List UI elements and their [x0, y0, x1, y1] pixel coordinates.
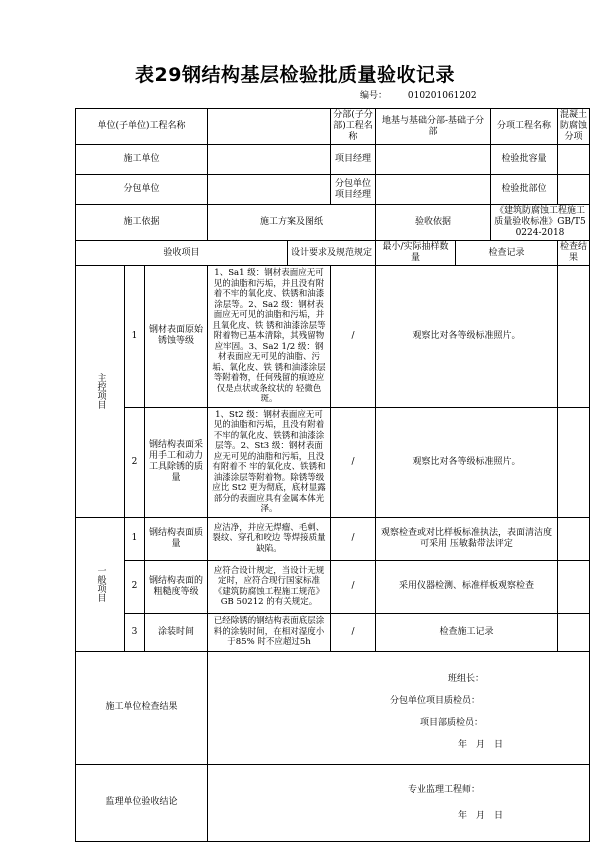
general-items-label: 一般项目	[95, 566, 106, 602]
inspector-label: 项目部质检员：	[420, 717, 484, 728]
general-item-result[interactable]	[558, 560, 590, 613]
main-item-sample: /	[331, 407, 376, 517]
general-item-design: 应符合设计规定，当设计无规定时，应符合现行国家标准《建筑防腐蚀工程施工规范》GB 50212 的有关规定。	[208, 560, 331, 613]
main-items-group-label	[76, 266, 125, 518]
general-item-record: 采用仪器检测、标准样板观察检查	[376, 560, 558, 613]
batch-location-label: 检验批部位	[491, 175, 558, 205]
general-items-group-label	[76, 517, 125, 651]
general-item-result[interactable]	[558, 517, 590, 560]
main-item-no: 1	[125, 266, 145, 408]
col-result: 检查结果	[558, 241, 590, 266]
inspection-table	[75, 108, 590, 842]
general-item-name: 钢结构表面质量	[145, 517, 208, 560]
col-record: 检查记录	[456, 241, 558, 266]
main-items-label: 主控项目	[95, 373, 106, 410]
sub-manager-label: 分包单位项目经理	[331, 175, 376, 205]
main-item-no: 2	[125, 407, 145, 517]
general-item-no: 1	[125, 517, 145, 560]
main-item-record: 观察比对各等级标准照片。	[376, 266, 558, 408]
general-item-record: 观察检查或对比样板标准执法，表面清洁度可采用 压敏黏带法评定	[376, 517, 558, 560]
batch-capacity-value[interactable]	[558, 145, 590, 175]
col-sample: 最小/实际抽样数量	[376, 241, 456, 266]
acceptance-basis-label: 验收依据	[376, 205, 491, 241]
main-item-design: 1、Sa1 级：钢材表面应无可见的油脂和污垢，并且没有附着不牢的氧化皮、铁锈和油漆涂层等。2、Sa2 级：钢材表面应无可见的油脂和污垢，并且氧化皮、铁 锈和油漆涂层等附着物已基本清除，其残留物应牢固。3、Sa2 1/2 级：钢材表面应无可见的油脂、污垢、氧化皮、铁 锈和油漆涂层等附着物，任何残留的痕迹应仅是点状或条纹状的 轻微色斑。	[208, 266, 331, 408]
unit-name-label: 单位(子单位)工程名称	[76, 109, 208, 145]
general-item-name: 涂装时间	[145, 613, 208, 651]
construction-unit-label: 施工单位	[76, 145, 208, 175]
sub-inspector-label: 分包单位项目质检员：	[390, 695, 481, 706]
division-label: 分部(子分部)工程名称	[331, 109, 376, 145]
division-value: 地基与基础分部-基础子分部	[376, 109, 491, 145]
main-item-name: 钢材表面原始锈蚀等级	[145, 266, 208, 408]
batch-capacity-label: 检验批容量	[491, 145, 558, 175]
acceptance-basis-value: 《建筑防腐蚀工程施工质量验收标准》GB/T50224-2018	[491, 205, 590, 241]
main-item-result[interactable]	[558, 266, 590, 408]
main-item-result[interactable]	[558, 407, 590, 517]
batch-location-value[interactable]	[558, 175, 590, 205]
subitem-value: 混凝土防腐蚀分项	[558, 109, 590, 145]
subitem-label: 分项工程名称	[491, 109, 558, 145]
main-item-sample: /	[331, 266, 376, 408]
main-item-record: 观察比对各等级标准照片。	[376, 407, 558, 517]
col-design: 设计要求及规范规定	[288, 241, 376, 266]
supervision-date: 年 月 日	[458, 810, 504, 821]
record-number-value: 010201061202	[407, 91, 477, 101]
team-leader-label: 班组长：	[448, 673, 485, 684]
general-item-sample: /	[331, 613, 376, 651]
construction-check-area[interactable]	[208, 651, 590, 764]
main-item-name: 钢结构表面采用手工和动力工具除锈的质量	[145, 407, 208, 517]
sub-manager-value[interactable]	[376, 175, 491, 205]
project-manager-value[interactable]	[376, 145, 491, 175]
supervision-engineer-label: 专业监理工程师：	[408, 784, 481, 795]
construction-unit-value[interactable]	[208, 145, 331, 175]
general-item-design: 已经除锈的钢结构表面底层涂料的涂装时间，在相对湿度小于85% 时不应超过5h	[208, 613, 331, 651]
basis-label: 施工依据	[76, 205, 208, 241]
page-title: 表29钢结构基层检验批质量验收记录	[135, 64, 455, 86]
unit-name-value[interactable]	[208, 109, 331, 145]
general-item-sample: /	[331, 517, 376, 560]
general-item-no: 3	[125, 613, 145, 651]
sub-unit-value[interactable]	[208, 175, 331, 205]
col-items: 验收项目	[76, 241, 288, 266]
supervision-label: 监理单位验收结论	[76, 764, 208, 841]
sub-unit-label: 分包单位	[76, 175, 208, 205]
construction-check-label: 施工单位检查结果	[76, 651, 208, 764]
general-item-record: 检查施工记录	[376, 613, 558, 651]
supervision-area[interactable]	[208, 764, 590, 841]
record-number-label: 编号：	[360, 91, 388, 101]
construction-date: 年 月 日	[458, 739, 504, 750]
general-item-design: 应洁净，并应无焊瘤、毛刺、裂纹、穿孔和咬边 等焊接质量缺陷。	[208, 517, 331, 560]
project-manager-label: 项目经理	[331, 145, 376, 175]
main-item-design: 1、St2 级：钢材表面应无可见的油脂和污垢，且没有附着不牢的氧化皮、铁锈和油漆涂层等。2、St3 级：钢材表面应无可见的油脂和污垢，且没有附着不 牢的氧化皮、铁锈和油漆涂层等附着物。除锈等级应比 St2 更为彻底，底材显露部分的表面应具有金属本体光泽。	[208, 407, 331, 517]
general-item-sample: /	[331, 560, 376, 613]
general-item-no: 2	[125, 560, 145, 613]
general-item-name: 钢结构表面的粗糙度等级	[145, 560, 208, 613]
general-item-result[interactable]	[558, 613, 590, 651]
record-number	[360, 88, 520, 101]
basis-value: 施工方案及图纸	[208, 205, 376, 241]
